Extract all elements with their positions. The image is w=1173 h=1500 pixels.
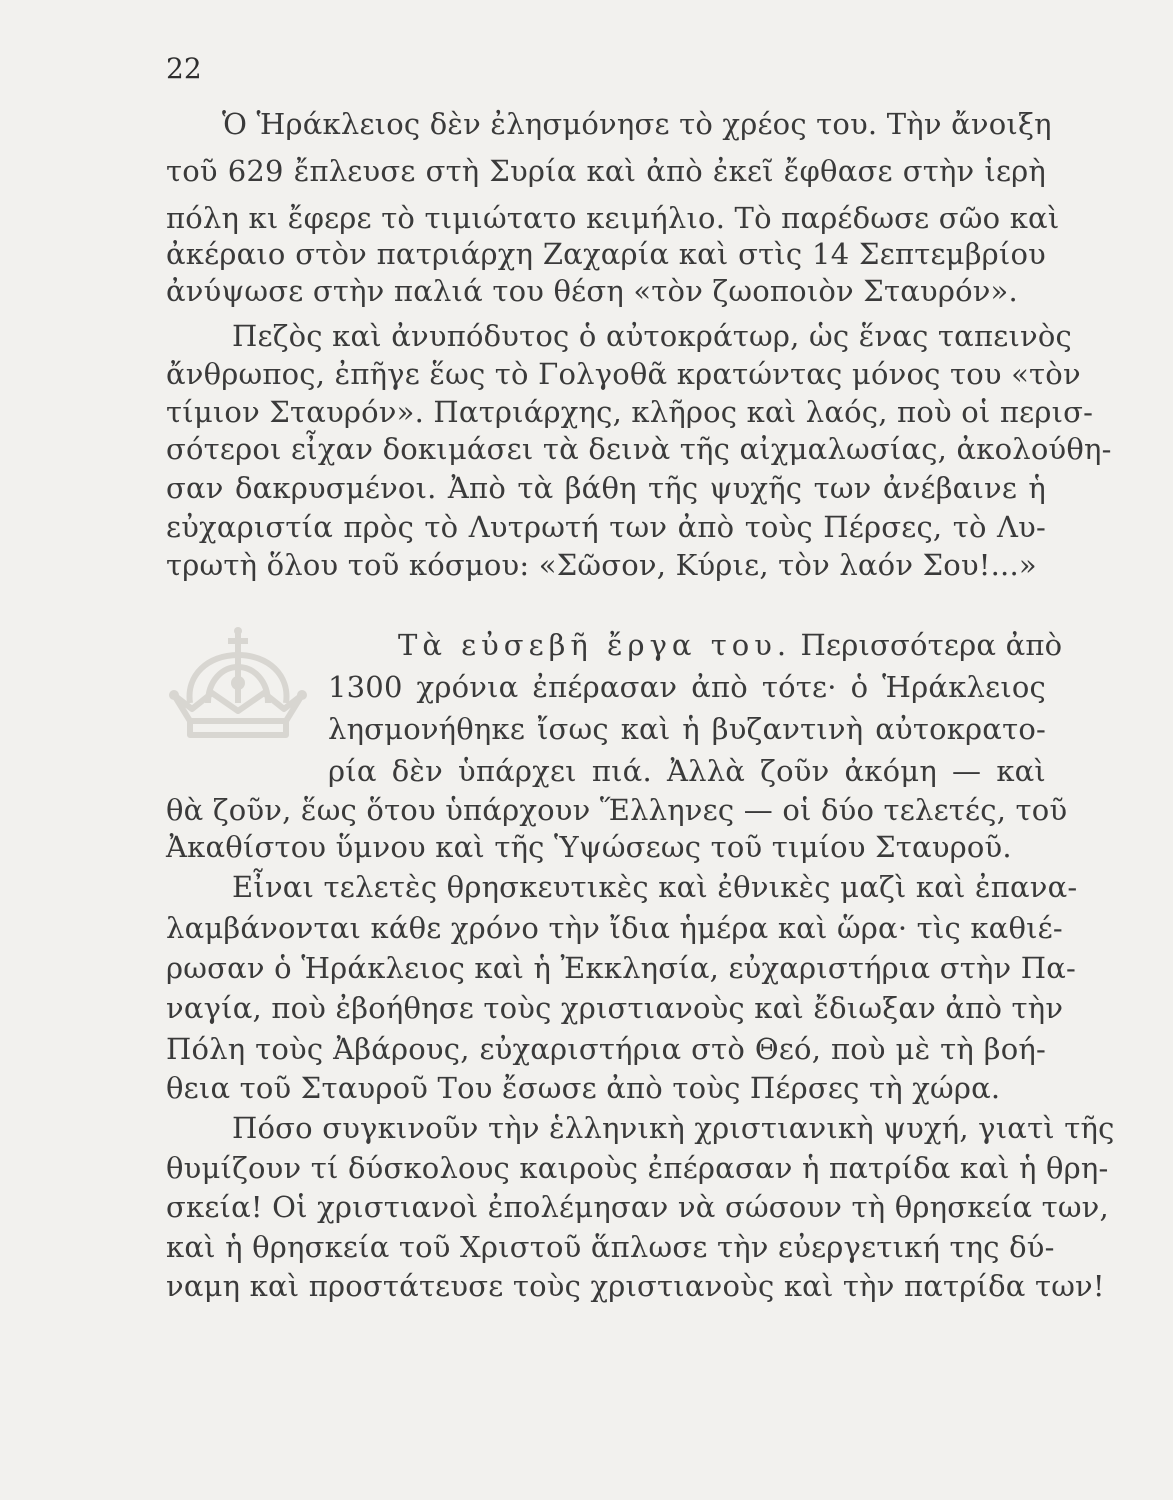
text-line: σότεροι εἶχαν δοκιμάσει τὰ δεινὰ τῆς αἰχμαλωσίας, ἀκολούθη- (166, 432, 1112, 466)
text-line: ἀνύψωσε στὴν παλιά του θέση «τὸν ζωοποιὸν Σταυρόν». (166, 274, 1018, 308)
section-heading-line (398, 625, 1063, 665)
crown-ornament-icon (168, 625, 308, 741)
text-line: θεια τοῦ Σταυροῦ Του ἔσωσε ἀπὸ τοὺς Πέρσες τὴ χώρα. (166, 1071, 1001, 1105)
text-line: Πεζὸς καὶ ἀνυπόδυτος ὁ αὐτοκράτωρ, ὡς ἕνας ταπεινὸς (232, 319, 1072, 353)
text-line: Εἶναι τελετὲς θρησκευτικὲς καὶ ἐθνικὲς μαζὶ καὶ ἐπανα- (232, 870, 1078, 904)
text-line: Πόλη τοὺς Ἀβάρους, εὐχαριστήρια στὸ Θεό, ποὺ μὲ τὴ βοή- (166, 1032, 1046, 1066)
text-line: σκεία! Οἱ χριστιανοὶ ἐπολέμησαν νὰ σώσουν τὴ θρησκεία των, (166, 1190, 1109, 1224)
text-line: ἀκέραιο στὸν πατριάρχη Ζαχαρία καὶ στὶς 14 Σεπτεμβρίου (166, 237, 1046, 271)
text-line: εὐχαριστία πρὸς τὸ Λυτρωτή των ἀπὸ τοὺς Πέρσες, τὸ Λυ- (166, 510, 1046, 544)
text-line: τοῦ 629 ἔπλευσε στὴ Συρία καὶ ἀπὸ ἐκεῖ ἔφθασε στὴν ἱερὴ (166, 154, 1046, 188)
text-line: Πόσο συγκινοῦν τὴν ἑλληνικὴ χριστιανικὴ ψυχή, γιατὶ τῆς (232, 1111, 1115, 1145)
text-line: σαν δακρυσμένοι. Ἀπὸ τὰ βάθη τῆς ψυχῆς των ἀνέβαινε ἡ (166, 471, 1046, 505)
text-line: καὶ ἡ θρησκεία τοῦ Χριστοῦ ἅπλωσε τὴν εὐεργετική της δύ- (166, 1230, 1055, 1264)
text-line: τίμιον Σταυρόν». Πατριάρχης, κλῆρος καὶ λαός, ποὺ οἱ περισ- (166, 395, 1094, 429)
text-line: 1300 χρόνια ἐπέρασαν ἀπὸ τότε· ὁ Ἡράκλειος (328, 670, 1046, 704)
text-line: Ἀκαθίστου ὕμνου καὶ τῆς Ὑψώσεως τοῦ τιμίου Σταυροῦ. (166, 830, 1012, 864)
text-line: λησμονήθηκε ἴσως καὶ ἡ βυζαντινὴ αὐτοκρατο- (328, 712, 1046, 746)
text-line: τρωτὴ ὅλου τοῦ κόσμου: «Σῶσον, Κύριε, τὸν λαόν Σου!...» (166, 548, 1037, 582)
text-line: πόλη κι ἔφερε τὸ τιμιώτατο κειμήλιο. Τὸ παρέδωσε σῶο καὶ (166, 201, 1060, 235)
section-title: Τὰ εὐσεβῆ ἔργα του. (398, 628, 792, 662)
text-line: λαμβάνονται κάθε χρόνο τὴν ἴδια ἡμέρα καὶ ὥρα· τὶς καθιέ- (166, 911, 1063, 945)
text-line: Ὁ Ἡράκλειος δὲν ἐλησμόνησε τὸ χρέος του. Τὴν ἄνοιξη (222, 107, 1052, 141)
text-line: ἄνθρωπος, ἐπῆγε ἕως τὸ Γολγοθᾶ κρατώντας μόνος του «τὸν (166, 357, 1081, 391)
text-line: ρία δὲν ὑπάρχει πιά. Ἀλλὰ ζοῦν ἀκόμη — καὶ (328, 754, 1046, 788)
text-line: θυμίζουν τί δύσκολους καιροὺς ἐπέρασαν ἡ πατρίδα καὶ ἡ θρη- (166, 1151, 1109, 1185)
text-line: θὰ ζοῦν, ἕως ὅτου ὑπάρχουν Ἕλληνες — οἱ δύο τελετές, τοῦ (166, 793, 1068, 827)
text-line: ναγία, ποὺ ἐβοήθησε τοὺς χριστιανοὺς καὶ ἔδιωξαν ἀπὸ τὴν (166, 991, 1064, 1025)
text-line: ναμη καὶ προστάτευσε τοὺς χριστιανοὺς καὶ τὴν πατρίδα των! (166, 1269, 1105, 1303)
section-lead-text: Περισσότερα ἀπὸ (800, 628, 1063, 662)
text-line: ρωσαν ὁ Ἡράκλειος καὶ ἡ Ἐκκλησία, εὐχαριστήρια στὴν Πα- (166, 951, 1077, 985)
page-number: 22 (166, 52, 202, 85)
